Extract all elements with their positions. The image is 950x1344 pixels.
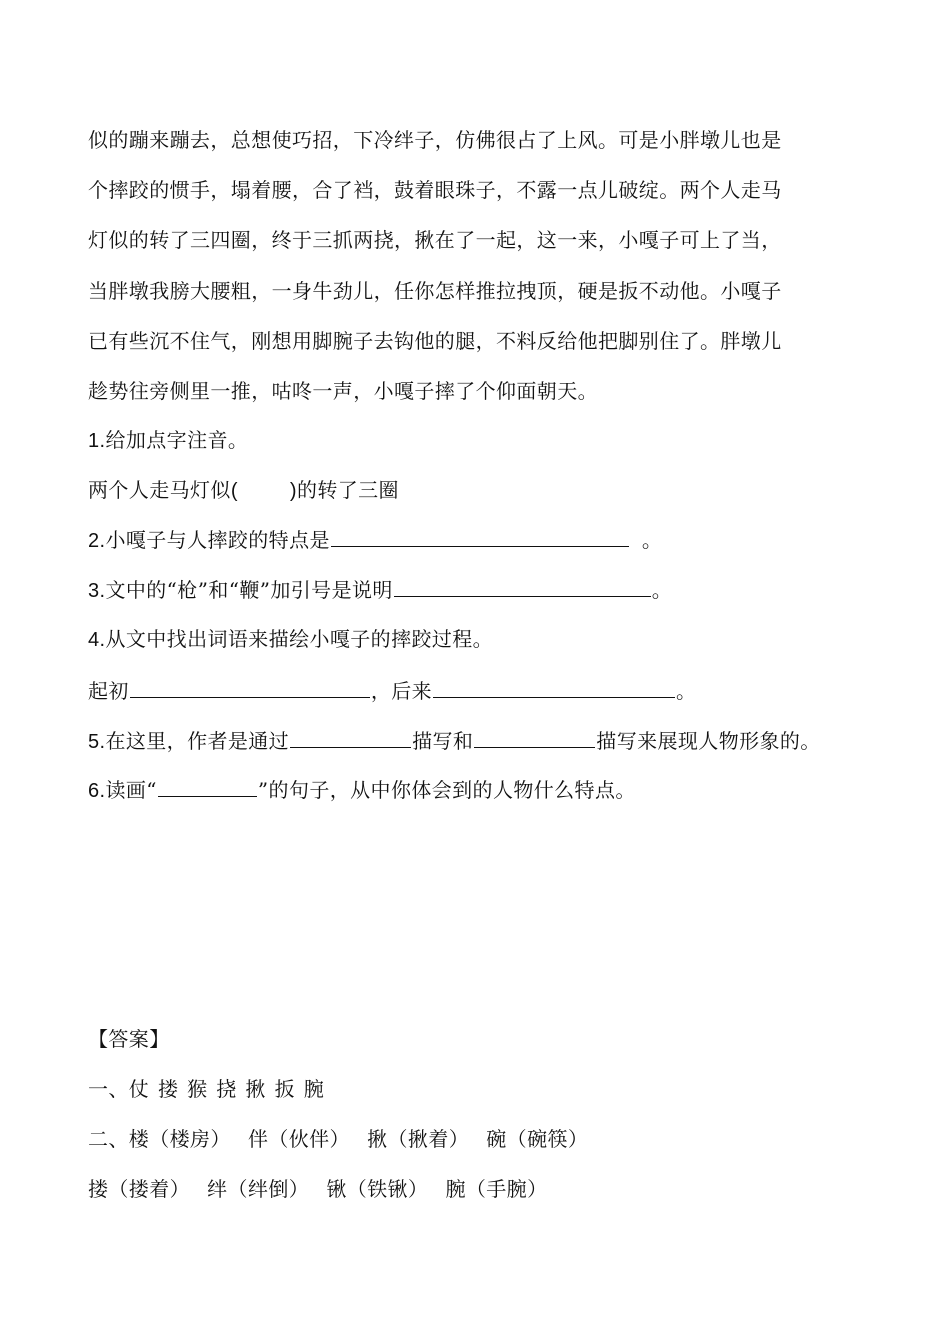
- open-paren: (: [230, 480, 238, 502]
- question-3: [88, 577, 672, 603]
- label-later: ，后来: [370, 679, 433, 703]
- question-number: 1.: [88, 430, 106, 452]
- answer-blank[interactable]: [158, 777, 257, 797]
- answer-blank[interactable]: [331, 527, 629, 547]
- question-text: 文中的“枪”和“鞭”加引号是说明: [105, 578, 393, 602]
- question-text: ”的句子，从中你体会到的人物什么特点。: [257, 778, 636, 802]
- period: 。: [676, 679, 697, 703]
- question-text: 读画“: [105, 778, 157, 802]
- answer-blank-first[interactable]: [130, 678, 370, 698]
- question-4-answer: [88, 678, 696, 703]
- answers-line-1: 一、仗 搂 猴 挠 揪 扳 腕: [88, 1077, 325, 1101]
- question-number: 5.: [88, 731, 106, 753]
- question-text: 给加点字注音。: [105, 428, 249, 452]
- answer-blank-1[interactable]: [290, 728, 411, 748]
- sentence-text: 的转了三圈: [296, 478, 399, 502]
- question-2: [88, 527, 662, 553]
- question-number: 6.: [88, 780, 106, 802]
- passage-line-3: 灯似的转了三四圈，终于三抓两挠，揪在了一起，这一来，小嘎子可上了当，: [88, 228, 782, 252]
- answer-blank-2[interactable]: [474, 728, 595, 748]
- passage-line-6: 趁势往旁侧里一推，咕咚一声，小嘎子摔了个仰面朝天。: [88, 379, 598, 403]
- question-5: [88, 728, 821, 754]
- question-number: 2.: [88, 530, 106, 552]
- question-text: 描写和: [412, 729, 474, 753]
- question-text: 描写来展现人物形象的。: [596, 729, 821, 753]
- answers-line-2: 二、楼（楼房） 伴（伙伴） 揪（揪着） 碗（碗筷）: [88, 1127, 589, 1151]
- question-6: [88, 777, 636, 803]
- question-number: 3.: [88, 580, 106, 602]
- question-text: 在这里，作者是通过: [105, 729, 290, 753]
- period: 。: [641, 528, 663, 552]
- question-1-sentence: [88, 478, 399, 503]
- period: 。: [651, 578, 673, 602]
- label-first: 起初: [88, 679, 129, 703]
- passage-line-2: 个摔跤的惯手，塌着腰，合了裆，鼓着眼珠子，不露一点儿破绽。两个人走马: [88, 178, 782, 202]
- question-number: 4.: [88, 629, 106, 651]
- question-4: [88, 627, 493, 652]
- question-text: 小嘎子与人摔跤的特点是: [105, 528, 330, 552]
- passage-line-4: 当胖墩我膀大腰粗，一身牛劲儿，任你怎样推拉拽顶，硬是扳不动他。小嘎子: [88, 279, 782, 303]
- question-text: 从文中找出词语来描绘小嘎子的摔跤过程。: [105, 627, 494, 651]
- answers-heading: 【答案】: [88, 1027, 170, 1051]
- answer-blank[interactable]: [394, 577, 651, 597]
- question-1: [88, 428, 248, 453]
- passage-line-5: 已有些沉不住气，刚想用脚腕子去钩他的腿，不料反给他把脚别住了。胖墩儿: [88, 329, 782, 353]
- sentence-text: 两个人走马灯似: [88, 478, 231, 502]
- close-paren: ): [289, 480, 297, 502]
- answers-line-3: 搂（搂着） 绊（绊倒） 锹（铁锹） 腕（手腕）: [88, 1177, 548, 1201]
- answer-blank-later[interactable]: [433, 678, 675, 698]
- passage-line-1: 似的蹦来蹦去，总想使巧招，下冷绊子，仿佛很占了上风。可是小胖墩儿也是: [88, 128, 782, 152]
